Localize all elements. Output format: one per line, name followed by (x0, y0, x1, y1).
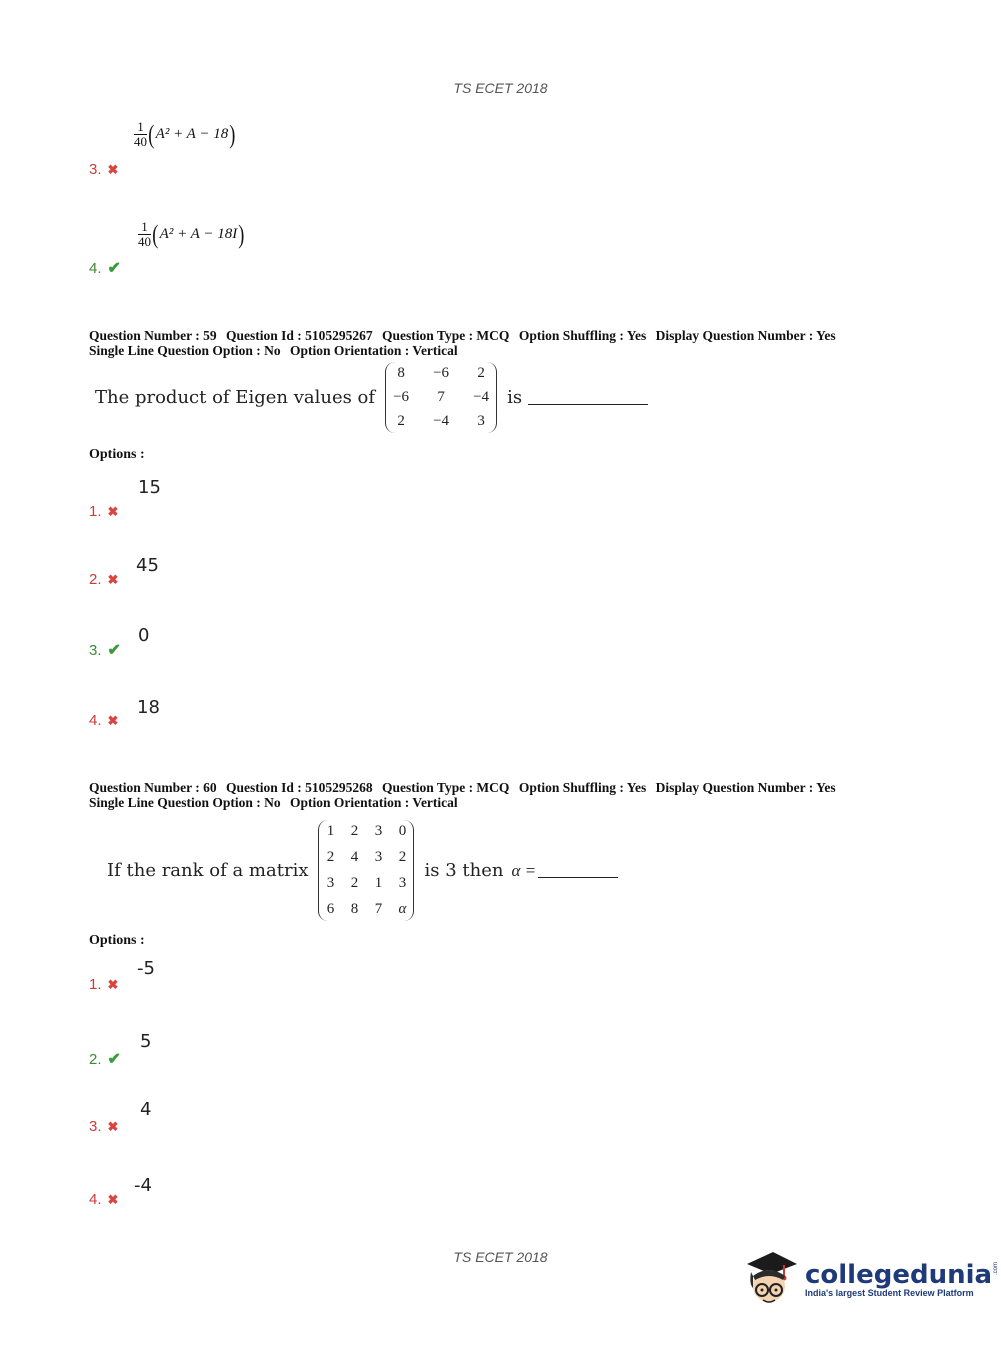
prev-option-3-label: 3. ✖ (89, 161, 119, 178)
answer-blank (528, 391, 648, 405)
q59-option-3-label: 3. ✔ (89, 641, 121, 659)
q60-meta-line-1: Question Number : 60 Question Id : 5105295268 Question Type : MCQ Option Shuffling : Yes Display Question Number : Yes (89, 780, 836, 795)
q59-option-1-label: 1. ✖ (89, 503, 119, 520)
q59-option-2-label: 2. ✖ (89, 571, 119, 588)
q60-options-label: Options : (89, 933, 145, 948)
cross-icon: ✖ (107, 712, 119, 728)
checkmark-icon: ✔ (107, 1051, 121, 1068)
page-footer: TS ECET 2018 (453, 1249, 548, 1265)
q60-option-3-value: 4 (140, 1099, 152, 1120)
q59-option-1-value: 15 (138, 477, 161, 498)
q60-matrix: 1 2 3 0 2 4 3 2 3 2 1 3 6 8 7 α (318, 820, 414, 921)
logo-com: .com (993, 1262, 1000, 1276)
q60-option-4-value: -4 (134, 1175, 152, 1196)
fraction: $\frac{1}{40}$ (138, 219, 151, 249)
cross-icon: ✖ (107, 571, 119, 587)
q60-option-1-value: -5 (137, 958, 155, 979)
cross-icon: ✖ (107, 161, 119, 177)
logo-tagline: India's largest Student Review Platform (805, 1288, 974, 1298)
checkmark-icon: ✔ (107, 642, 121, 659)
cross-icon: ✖ (107, 976, 119, 992)
cross-icon: ✖ (107, 1118, 119, 1134)
q59-meta (89, 328, 836, 358)
logo-brand: collegedunia (805, 1260, 993, 1290)
collegedunia-logo (743, 1250, 999, 1310)
q59-meta-line-2: Single Line Question Option : No Option Orientation : Vertical (89, 343, 458, 358)
prev-option-4-expression: $\frac{1}{40}$ ( A² + A − 18I ) (138, 219, 245, 249)
q60-meta (89, 780, 836, 810)
prev-option-4-label: 4. ✔ (89, 259, 121, 277)
prev-option-3-expression: $\frac{1}{40}$ ( A² + A − 18 ) (134, 119, 236, 149)
q60-question: If the rank of a matrix 1 2 3 0 2 4 3 2 3 2 1 3 6 8 7 α is 3 then α = (107, 820, 618, 921)
mascot-icon (743, 1250, 799, 1310)
q59-meta-line-1: Question Number : 59 Question Id : 5105295267 Question Type : MCQ Option Shuffling : Yes Display Question Number : Yes (89, 328, 836, 343)
answer-blank (538, 864, 618, 878)
q59-option-2-value: 45 (136, 555, 159, 576)
q59-option-3-value: 0 (138, 625, 150, 646)
q60-option-2-value: 5 (140, 1031, 152, 1052)
q59-option-4-label: 4. ✖ (89, 712, 119, 729)
q59-question: The product of Eigen values of 8 −6 2 −6 7 −4 2 −4 3 is (95, 362, 648, 433)
page-header: TS ECET 2018 (453, 80, 548, 96)
q59-matrix: 8 −6 2 −6 7 −4 2 −4 3 (385, 362, 497, 433)
q60-option-2-label: 2. ✔ (89, 1050, 121, 1068)
q60-option-4-label: 4. ✖ (89, 1191, 119, 1208)
q59-options-label: Options : (89, 447, 145, 462)
q60-option-3-label: 3. ✖ (89, 1118, 119, 1135)
q60-option-1-label: 1. ✖ (89, 976, 119, 993)
fraction: $\frac{1}{40}$ (134, 119, 147, 149)
logo-text (805, 1262, 999, 1298)
q59-option-4-value: 18 (137, 697, 160, 718)
cross-icon: ✖ (107, 1191, 119, 1207)
checkmark-icon: ✔ (107, 260, 121, 277)
cross-icon: ✖ (107, 503, 119, 519)
q60-meta-line-2: Single Line Question Option : No Option Orientation : Vertical (89, 795, 458, 810)
